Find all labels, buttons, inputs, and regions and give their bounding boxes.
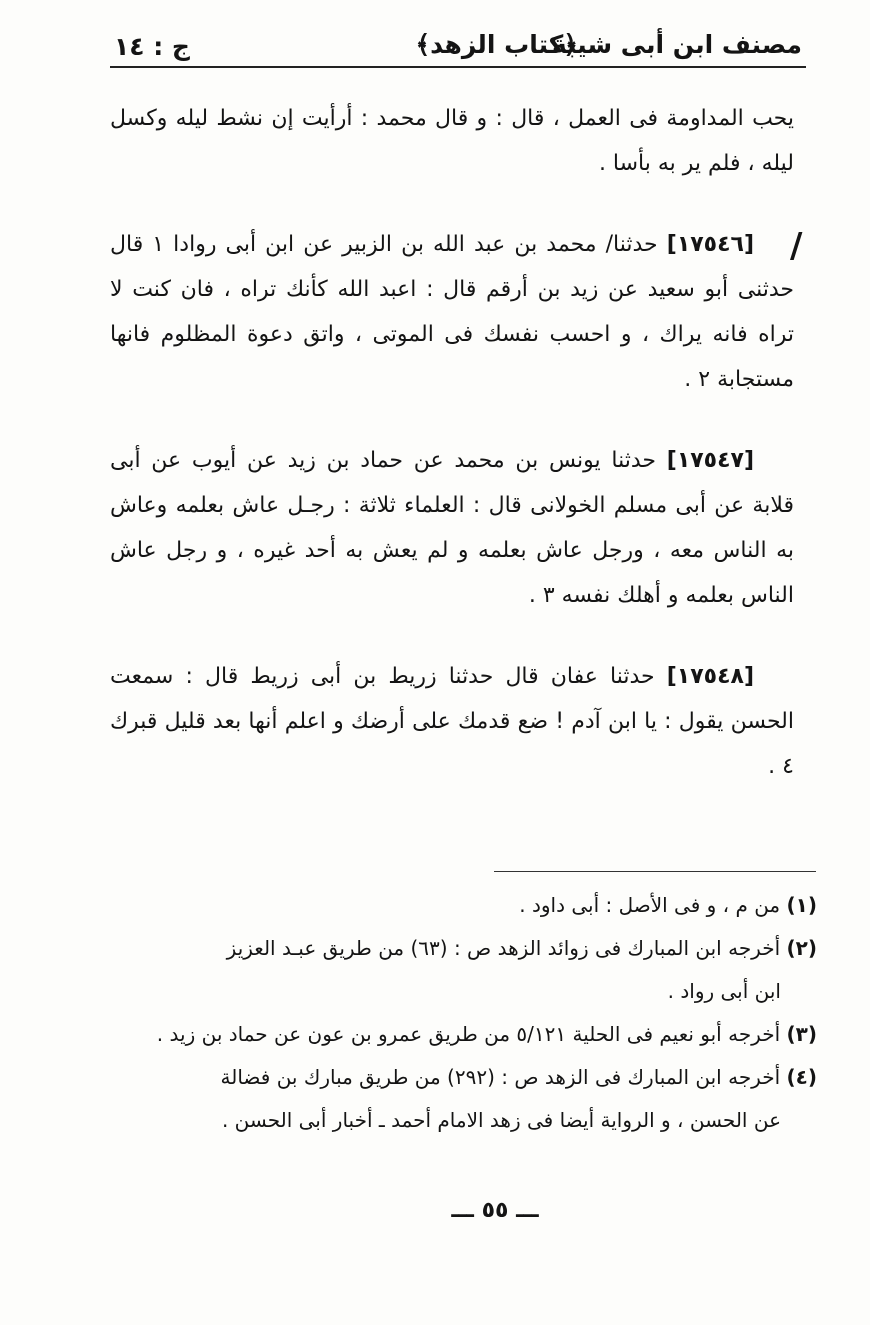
- entry-text: حدثنا يونس بن محمد عن حماد بن زيد عن أيوب عن أبى قلابة عن أبى مسلم الخولانى قال : العلماء ثلاثة : رجـل عاش بعلمه وعاش به الناس معه ، ورجل عاش بعلمه و لم يعش به أحد غيره ، و رجل عاش الناس بعلمه و أهلك نفسه ٣ .: [110, 448, 794, 608]
- footnote-continuation: عن الحسن ، و الرواية أيضا فى زهد الامام أحمد ـ أخبار أبى الحسن .: [221, 1108, 781, 1132]
- footnote-text: أخرجه ابن المبارك فى زوائد الزهد ص : (٦٣) من طريق عبـد العزيز: [226, 936, 781, 960]
- hadith-entry: [110, 222, 794, 402]
- footnote-label: (٣): [786, 1022, 817, 1046]
- chapter-title: ﴿كتاب الزهد﴾: [415, 30, 578, 59]
- hadith-entry: [110, 438, 794, 618]
- entry-number: [١٧٥٤٧]: [666, 448, 755, 473]
- entry-number: [١٧٥٤٦]: [666, 232, 755, 257]
- footnote-text: أخرجه ابن المبارك فى الزهد ص : (٢٩٢) من طريق مبارك بن فضالة: [220, 1065, 781, 1089]
- entry-text: حدثنا عفان قال حدثنا زريط بن أبى زريط قال : سمعت الحسن يقول : يا ابن آدم ! ضع قدمك على أرضك و اعلم أنها بعد قليل قبرك ٤ .: [110, 664, 794, 779]
- footnote-text: أخرجه أبو نعيم فى الحلية ٥/١٢١ من طريق عمرو بن عون عن حماد بن زيد .: [156, 1022, 781, 1046]
- main-text: [110, 96, 794, 789]
- entry-text: حدثنا/ محمد بن عبد الله بن الزبير عن ابن أبى روادا ١ قال حدثنى أبو سعيد عن زيد بن أرقم قال : اعبد الله كأنك تراه ، فان كنت لا تراه فانه يراك ، و احسب نفسك فى الموتى ، واتق دعوة المظلوم فانها مستجابة ٢ .: [110, 232, 794, 392]
- book-title: مصنف ابن أبى شيبة: [551, 30, 802, 59]
- footnote-rule: [494, 871, 816, 872]
- footnote-label: (٤): [786, 1065, 817, 1089]
- header-rule: [110, 66, 806, 68]
- footnote: [145, 1013, 817, 1056]
- hadith-entry: [110, 654, 794, 789]
- volume-number: ج : ١٤: [114, 32, 190, 61]
- footnotes: [145, 884, 817, 1142]
- entry-number: [١٧٥٤٨]: [666, 664, 754, 689]
- footnote-label: (١): [786, 893, 817, 917]
- intro-paragraph: يحب المداومة فى العمل ، قال : و قال محمد : أرأيت إن نشط ليله وكسل ليله ، فلم ير به بأسا .: [110, 106, 794, 176]
- margin-mark: /: [790, 226, 803, 266]
- footnote: [145, 927, 817, 1013]
- footnote: [145, 1056, 817, 1142]
- footnote-label: (٢): [786, 936, 817, 960]
- page-number: ـــ ٥٥ ـــ: [451, 1198, 539, 1223]
- footnote-continuation: ابن أبى رواد .: [667, 979, 781, 1003]
- footnote-text: من م ، و فى الأصل : أبى داود .: [519, 893, 781, 917]
- footnote: [145, 884, 817, 927]
